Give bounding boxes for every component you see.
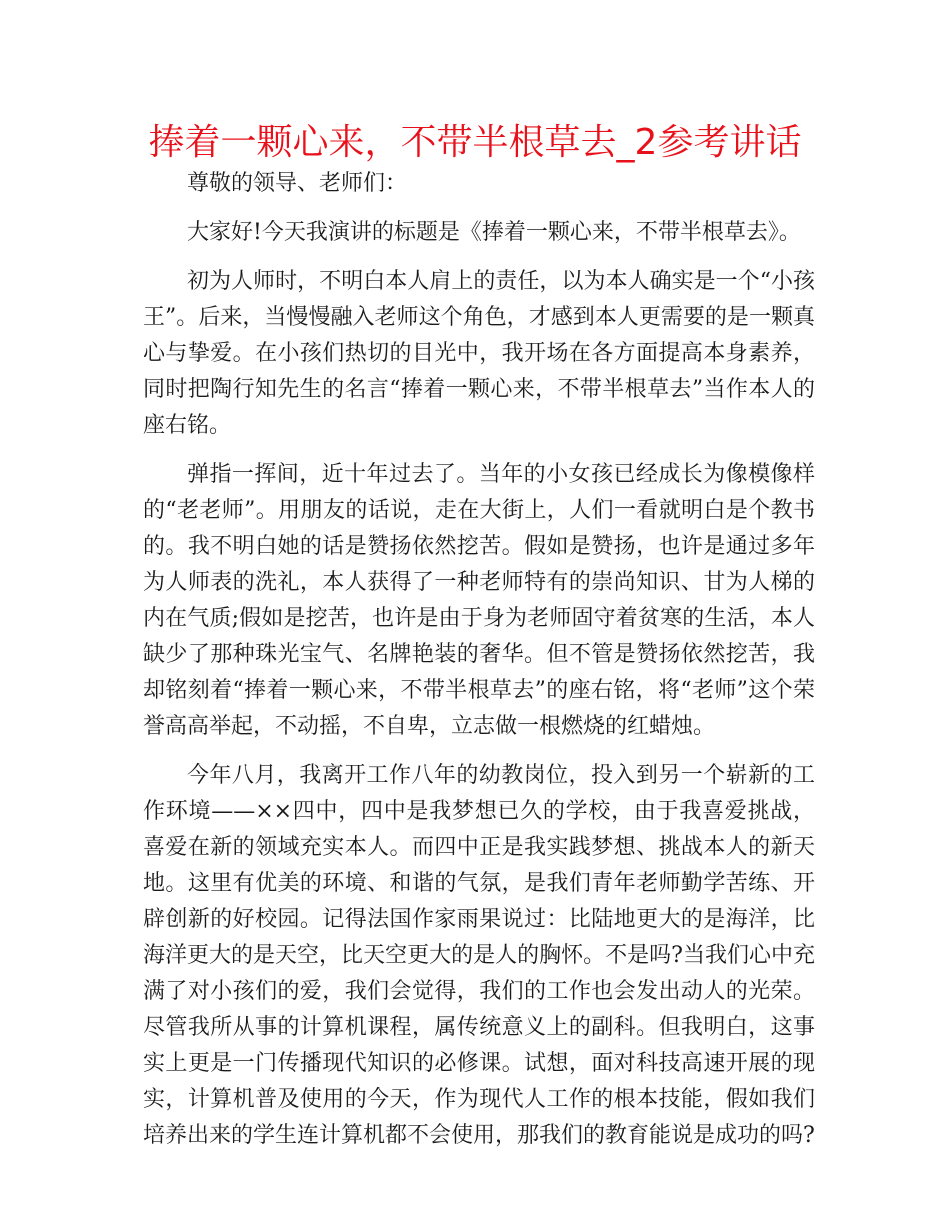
paragraph-1: 初为人师时，不明白本人肩上的责任，以为本人确实是一个“小孩王”。后来，当慢慢融入老师这个角色，才感到本人更需要的是一颗真心与挚爱。在小孩们热切的目光中，我开场在各方面提高本身素养，同时把陶行知先生的名言“捧着一颗心来，不带半根草去”当作本人的座右铭。 <box>143 269 815 438</box>
document-body <box>143 166 815 1154</box>
paragraph-3: 今年八月，我离开工作八年的幼教岗位，投入到另一个崭新的工作环境——××四中，四中是我梦想已久的学校，由于我喜爱挑战，喜爱在新的领域充实本人。而四中正是我实践梦想、挑战本人的新天地。这里有优美的环境、和谐的气氛，是我们青年老师勤学苦练、开辟创新的好校园。记得法国作家雨果说过：比陆地更大的是海洋，比海洋更大的是天空，比天空更大的是人的胸怀。不是吗?当我们心中充满了对小孩们的爱，我们会觉得，我们的工作也会发出动人的光荣。尽管我所从事的计算机课程，属传统意义上的副科。但我明白，这事实上更是一门传播现代知识的必修课。试想，面对科技高速开展的现实，计算机普及使用的今天，作为现代人工作的根本技能，假如我们培养出来的学生连计算机都不会使用，那我们的教育能说是成功的吗? <box>143 763 815 1148</box>
paragraph-salutation: 尊敬的领导、老师们： <box>187 171 408 196</box>
paragraph-greeting: 大家好!今天我演讲的标题是《捧着一颗心来，不带半根草去》。 <box>187 220 801 245</box>
document-title: 捧着一颗心来，不带半根草去_2参考讲话 <box>148 122 802 163</box>
paragraph-2: 弹指一挥间，近十年过去了。当年的小女孩已经成长为像模像样的“老老师”。用朋友的话说，走在大街上，人们一看就明白是个教书的。我不明白她的话是赞扬依然挖苦。假如是赞扬，也许是通过多年为人师表的洗礼，本人获得了一种老师特有的崇尚知识、甘为人梯的内在气质;假如是挖苦，也许是由于身为老师固守着贫寒的生活，本人缺少了那种珠光宝气、名牌艳装的奢华。但不管是赞扬依然挖苦，我却铭刻着“捧着一颗心来，不带半根草去”的座右铭，将“老师”这个荣誉高高举起，不动摇，不自卑，立志做一根燃烧的红蜡烛。 <box>143 462 815 739</box>
